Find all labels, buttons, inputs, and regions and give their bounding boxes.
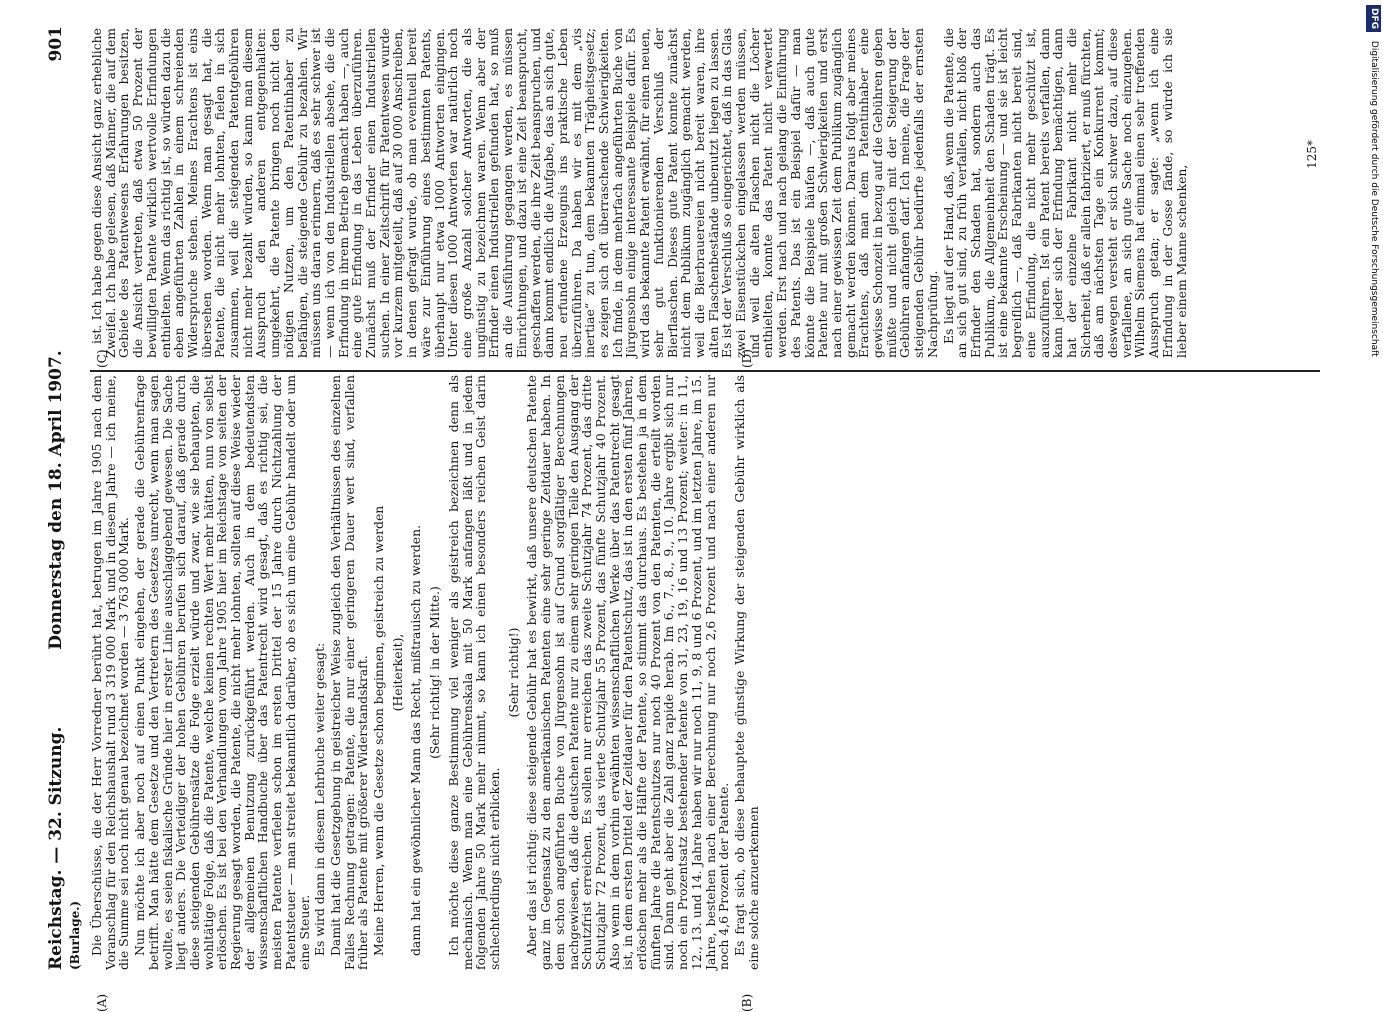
interjection: (Sehr richtig!): [505, 627, 521, 718]
paragraph: Es fragt sich, ob diese behauptete günstige Wirkung der steigenden Gebühr wirklich als eine solche anzuerkennen: [731, 375, 761, 970]
header-sub: (Burlage.): [68, 900, 82, 970]
paragraph: Damit hat die Gesetzgebung in geistreicher Weise zugleich den Verhältnissen des einzelnen Falles Rechnung getragen: Patente, die nur einer geringeren Dauer wert sind, verfallen früher als Patente mit größerer Widerstandskraft.: [327, 375, 371, 970]
paragraph: Ich möchte diese ganze Bestimmung viel weniger als geistreich bezeichnen denn als mechanisch. Wenn man eine Gebührenskala mit 50 Mark anfangen läßt und in jedem folgenden Jahre 50 Mark mehr nimmt, so kann ich einen besonders reichen Geist darin schlechterdings nicht erblicken.: [445, 375, 502, 970]
margin-mark-b: (B): [740, 993, 754, 1012]
column-divider: [90, 370, 1320, 372]
dfg-credit-text: Digitalisierung gefördert durch die Deutsche Forschungsgemeinschaft: [1369, 40, 1379, 357]
paragraph: Es liegt auf der Hand, daß, wenn die Patente, die an sich gut sind, zu früh verfallen, nicht bloß der Erfinder den Schaden hat, sondern auch das Publikum, die Allgemeinheit den Schaden trägt. Es ist eine bekannte Erscheinung — und sie ist leicht begreiflich —, daß Fabrikanten nicht bereit sind, eine Erfindung, die nicht mehr geschützt ist, auszuführen. Ist ein Patent bereits verfallen, dann kann jeder sich der Erfindung bemächtigen, dann hat der einzelne Fabrikant nicht mehr die Sicherheit, daß er allein fabriziert, er muß fürchten, daß am nächsten Tage ein Konkurrent kommt; deswegen versteht er sich schwer dazu, auf diese verfallene, an sich gute Sache noch einzugehen. Wilhelm Siemens hat einmal einen sehr treffenden Ausspruch getan; er sagte: „wenn ich eine Erfindung in der Gosse fände, so würde ich sie lieber einem Manne schenken,: [940, 28, 1189, 358]
paragraph: Die Überschüsse, die der Herr Vorredner berührt hat, betrugen im Jahre 1905 nach dem Voranschlag für den Reichshaushalt rund 3 319 000 Mark und in diesem Jahre — ich meine, die Summe sei noch nicht genau bezeichnet worden — 3 763 000 Mark.: [89, 375, 132, 970]
right-column: [90, 28, 1320, 358]
margin-mark-a: (A): [95, 993, 109, 1012]
left-column: [90, 375, 1320, 970]
paragraph: ist. Ich habe gegen diese Ansicht ganz erhebliche Zweifel. Ich habe gelesen, daß Männer, die auf dem Gebiete des Patentwesens Erfahrungen besitzen, die Ansicht vertreten, daß etwa 50 Prozent der bewilligten Patente wirklich wertvolle Erfindungen enthielten. Wenn das richtig ist, so würden dazu die eben angeführten Zahlen in einem schreienden Widerspruche stehen. Meines Erachtens ist eins übersehen worden. Wenn man gesagt hat, die Patente, die nicht mehr lohnten, fielen in sich zusammen, weil die steigenden Patentgebühren nicht mehr bezahlt würden, so kann man diesem Ausspruch den anderen entgegenhalten: umgekehrt, die Patente bringen noch nicht den nötigen Nutzen, um den Patentinhaber zu befähigen, die steigende Gebühr zu bezahlen. Wir müssen uns daran erinnern, daß es sehr schwer ist — wenn ich von den Industriellen absehe, die die Erfindung in ihrem Betrieb gemacht haben —, auch eine gute Erfindung in das Leben überzuführen. Zunächst muß der Erfinder einen Industriellen suchen. In einer Zeitschrift für Patentwesen wurde vor kurzem mitgeteilt, daß auf 30 000 Anschreiben, in denen gefragt wurde, ob man eventuell bereit wäre zur Einführung eines bestimmten Patents, überhaupt nur etwa 1000 Antworten eingingen. Unter diesen 1000 Antworten war natürlich noch eine große Anzahl solcher Antworten, die als ungünstig zu bezeichnen waren. Wenn aber der Erfinder einen Industriellen gefunden hat, so muß an die Ausführung gegangen werden, es müssen Einrichtungen, und dazu ist eine Zeit beansprucht, geschaffen werden, die ihre Zeit beanspruchen, und dann kommt endlich die Aufgabe, das an sich gute, neu erfundene Erzeugnis ins praktische Leben überzuführen. Da haben wir es mit dem „vis inertiae“ zu tun, dem bekannten Trägheitsgesetz; es zeigen sich oft überraschende Schwierigkeiten. Ich finde, in dem mehrfach angeführten Buche von Jürgensohn einige interessante Beispiele dafür. Es wird das bekannte Patent erwähnt, für einen neuen, sehr gut funktionierenden Verschluß der Bierflaschen. Dieses gute Patent konnte zunächst nicht dem Publikum zugänglich gemacht werden, weil die Bierbrauereien nicht bereit waren, ihre alten Flaschenbestände unbenutzt liegen zu lassen. Es ist der Verschluß so eingerichtet, daß in das Glas zwei Eisenstückchen eingelassen werden müssen, und weil die alten Flaschen nicht die Löcher enthielten, konnte das Patent nicht verwertet werden. Erst nach und nach gelang die Einführung des Patents. Das ist ein Beispiel dafür — man könnte die Beispiele häufen —, daß auch gute Patente nur mit großen Schwierigkeiten und erst nach einer gewissen Zeit dem Publikum zugänglich gemacht werden können. Daraus folgt aber meines Erachtens, daß man dem Patentinhaber eine gewisse Schonzeit in bezug auf die Gebühren geben müßte und nicht gleich mit der Steigerung der Gebühren anfangen darf. Ich meine, die Frage der steigenden Gebühr bedürfte jedenfalls der ernsten Nachprüfung.: [89, 28, 940, 358]
paragraph: dann hat ein gewöhnlicher Mann das Recht, mißtrauisch zu werden.: [408, 524, 424, 956]
paragraph: Es wird dann in diesem Lehrbuche weiter gesagt:: [312, 642, 328, 956]
interjection: (Heiterkeit),: [389, 633, 405, 712]
margin-mark-d: (D): [740, 349, 754, 368]
dfg-logo-badge: DFG: [1366, 5, 1381, 32]
running-header: [40, 20, 80, 980]
header-center: Donnerstag den 18. April 1907.: [46, 350, 66, 650]
dfg-stripe: [1366, 5, 1383, 995]
page-number: 901: [46, 26, 66, 62]
interjection: (Sehr richtig! in der Mitte.): [427, 586, 443, 759]
rotated-content: [40, 20, 1340, 1012]
paragraph: Nun möchte ich aber noch auf einen Punkt eingehen, der gerade die Gebührenfrage betrifft. Man hätte dem Gesetze und den Vertretern des Gesetzes unrecht, wenn man sagen wollte, es seien fiskalische Gründe hier in erster Linie ausschlaggebend gewesen. Die Sache liegt anders. Die Verteidiger der hohen Gebühren berufen sich darauf, daß gerade durch diese steigenden Gebührensätze die Folge erzielt würde und zwar, wie sie behaupten, die wohltätige Folge, daß die Patente, welche keinen rechten Wert mehr hätten, nun von selbst erlöschen. Es ist bei den Verhandlungen vom Jahre 1905 hier im Reichstage von seiten der Regierung gesagt worden, die Patente, die nicht mehr lohnten, sollten auf diese Weise wieder der allgemeinen Benutzung zurückgeführt werden. Auch in dem bedeutendsten wissenschaftlichen Handbuche über das Patentrecht wird gesagt, daß es richtig sei, die meisten Patente verfielen schon im ersten Drittel der 15 Jahre durch Nichtzahlung der Patentsteuer — man streitet bekanntlich darüber, ob es sich um eine Gebühr handelt oder um eine Steuer.: [132, 375, 312, 970]
paragraph: Aber das ist richtig: diese steigende Gebühr hat es bewirkt, daß unsere deutschen Patente ganz im Gegensatz zu den amerikanischen Patenten eine sehr geringe Zeitdauer haben. In dem schon angeführten Buche von Jürgensohn ist auf Grund sorgfältiger Berechnungen nachgewiesen, daß die deutschen Patente nur zu einem sehr geringen Teile den Ausgang der Schutzfrist erreichen. Es sollen nur erreichen das zweite Schutzjahr 74 Prozent, das dritte Schutzjahr 72 Prozent, das vierte Schutzjahr 55 Prozent, das fünfte Schutzjahr 40 Prozent. Also wenn in dem vorhin erwähnten wissenschaftlichen Werke über das Patentrecht gesagt ist, in dem ersten Drittel der Zeitdauer für den Patentschutz, das ist in den ersten fünf Jahren, erlöschen mehr als die Hälfte der Patente, so stimmt das durchaus. Es bestehen ja in dem fünften Jahre die Patentschutzes nur noch 40 Prozent von den Patenten, die erteilt worden sind. Dann geht aber die Zahl ganz rapide herab. Im 6., 7., 8., 9., 10. Jahre ergibt sich nur noch ein Prozentsatz bestehender Patente von 31, 23, 19, 16 und 13 Prozent; weiter: in 11., 12., 13. und 14. Jahre haben wir nur noch 11, 9, 8 und 6 Prozent, und im letzten Jahre, im 15. Jahre, bestehen nach einer Berechnung nur noch 2,6 Prozent und nach einer anderen nur noch 4,6 Prozent der Patente.: [524, 375, 732, 970]
header-left: Reichstag. — 32. Sitzung.: [46, 726, 66, 970]
paragraph: Meine Herren, wenn die Gesetze schon beginnen, geistreich zu werden: [371, 505, 387, 956]
margin-mark-c: (C): [95, 349, 109, 368]
signature-number: 125*: [1305, 140, 1319, 169]
